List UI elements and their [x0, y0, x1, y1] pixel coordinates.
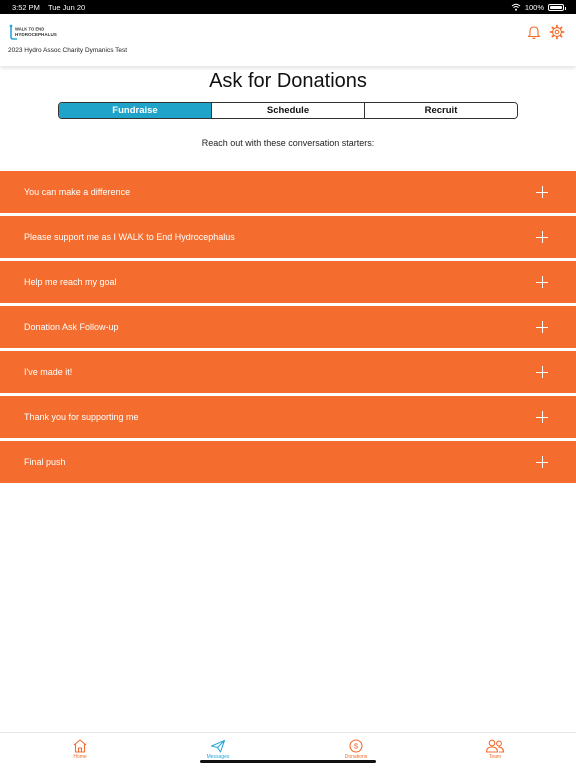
status-date: Tue Jun 20 — [47, 2, 86, 12]
list-item-label: Thank you for supporting me — [24, 412, 139, 422]
list-item-label: Please support me as I WALK to End Hydrocephalus — [24, 232, 235, 242]
gear-icon[interactable] — [549, 24, 565, 40]
tab-team[interactable] — [465, 739, 525, 760]
plus-icon[interactable] — [536, 366, 548, 378]
tab-label: Messages — [206, 754, 230, 760]
team-icon — [485, 739, 505, 753]
tab-donations[interactable] — [326, 739, 386, 760]
list-item-label: Final push — [24, 457, 66, 467]
list-item[interactable] — [0, 216, 576, 258]
list-item-label: Help me reach my goal — [24, 277, 117, 287]
segmented-control — [58, 102, 518, 119]
plus-icon[interactable] — [536, 456, 548, 468]
list-item[interactable] — [0, 396, 576, 438]
tab-label: Donations — [344, 754, 368, 760]
event-name: 2023 Hydro Assoc Charity Dymanics Test — [8, 47, 128, 54]
walk-logo[interactable] — [8, 24, 60, 40]
battery-icon — [548, 4, 564, 11]
plus-icon[interactable] — [536, 231, 548, 243]
tab-label: Team — [488, 754, 502, 760]
plus-icon[interactable] — [536, 276, 548, 288]
tab-label: Home — [73, 754, 87, 760]
plus-icon[interactable] — [536, 411, 548, 423]
app-header — [0, 14, 576, 66]
list-item-label: Donation Ask Follow-up — [24, 322, 119, 332]
plus-icon[interactable] — [536, 321, 548, 333]
list-item[interactable] — [0, 171, 576, 213]
list-item[interactable] — [0, 441, 576, 483]
wifi-icon — [511, 3, 521, 11]
tab-fundraise[interactable]: Fundraise — [59, 103, 211, 118]
bell-icon[interactable] — [526, 24, 542, 40]
home-icon — [72, 739, 88, 753]
list-item[interactable] — [0, 261, 576, 303]
dollar-circle-icon — [348, 739, 364, 753]
paper-plane-icon — [210, 739, 226, 753]
status-time: 3:52 PM — [12, 2, 40, 12]
tab-recruit[interactable]: Recruit — [364, 103, 517, 118]
intro-text: Reach out with these conversation starters: — [201, 138, 375, 148]
tab-schedule[interactable]: Schedule — [211, 103, 364, 118]
logo-text-line1: WALK TO END — [15, 26, 45, 32]
list-item-label: You can make a difference — [24, 187, 131, 197]
list-item[interactable] — [0, 351, 576, 393]
list-item[interactable] — [0, 306, 576, 348]
tab-home[interactable] — [50, 739, 110, 760]
svg-text:$: $ — [353, 741, 359, 751]
home-indicator[interactable] — [200, 760, 376, 763]
page-title: Ask for Donations — [209, 70, 367, 92]
status-bar — [0, 0, 576, 14]
plus-icon[interactable] — [536, 186, 548, 198]
tab-messages[interactable] — [188, 739, 248, 760]
list-item-label: I've made it! — [24, 367, 73, 377]
logo-text-line2: HYDROCEPHALUS — [15, 32, 57, 37]
conversation-starters-list — [0, 171, 576, 486]
battery-percent: 100% — [524, 2, 544, 12]
